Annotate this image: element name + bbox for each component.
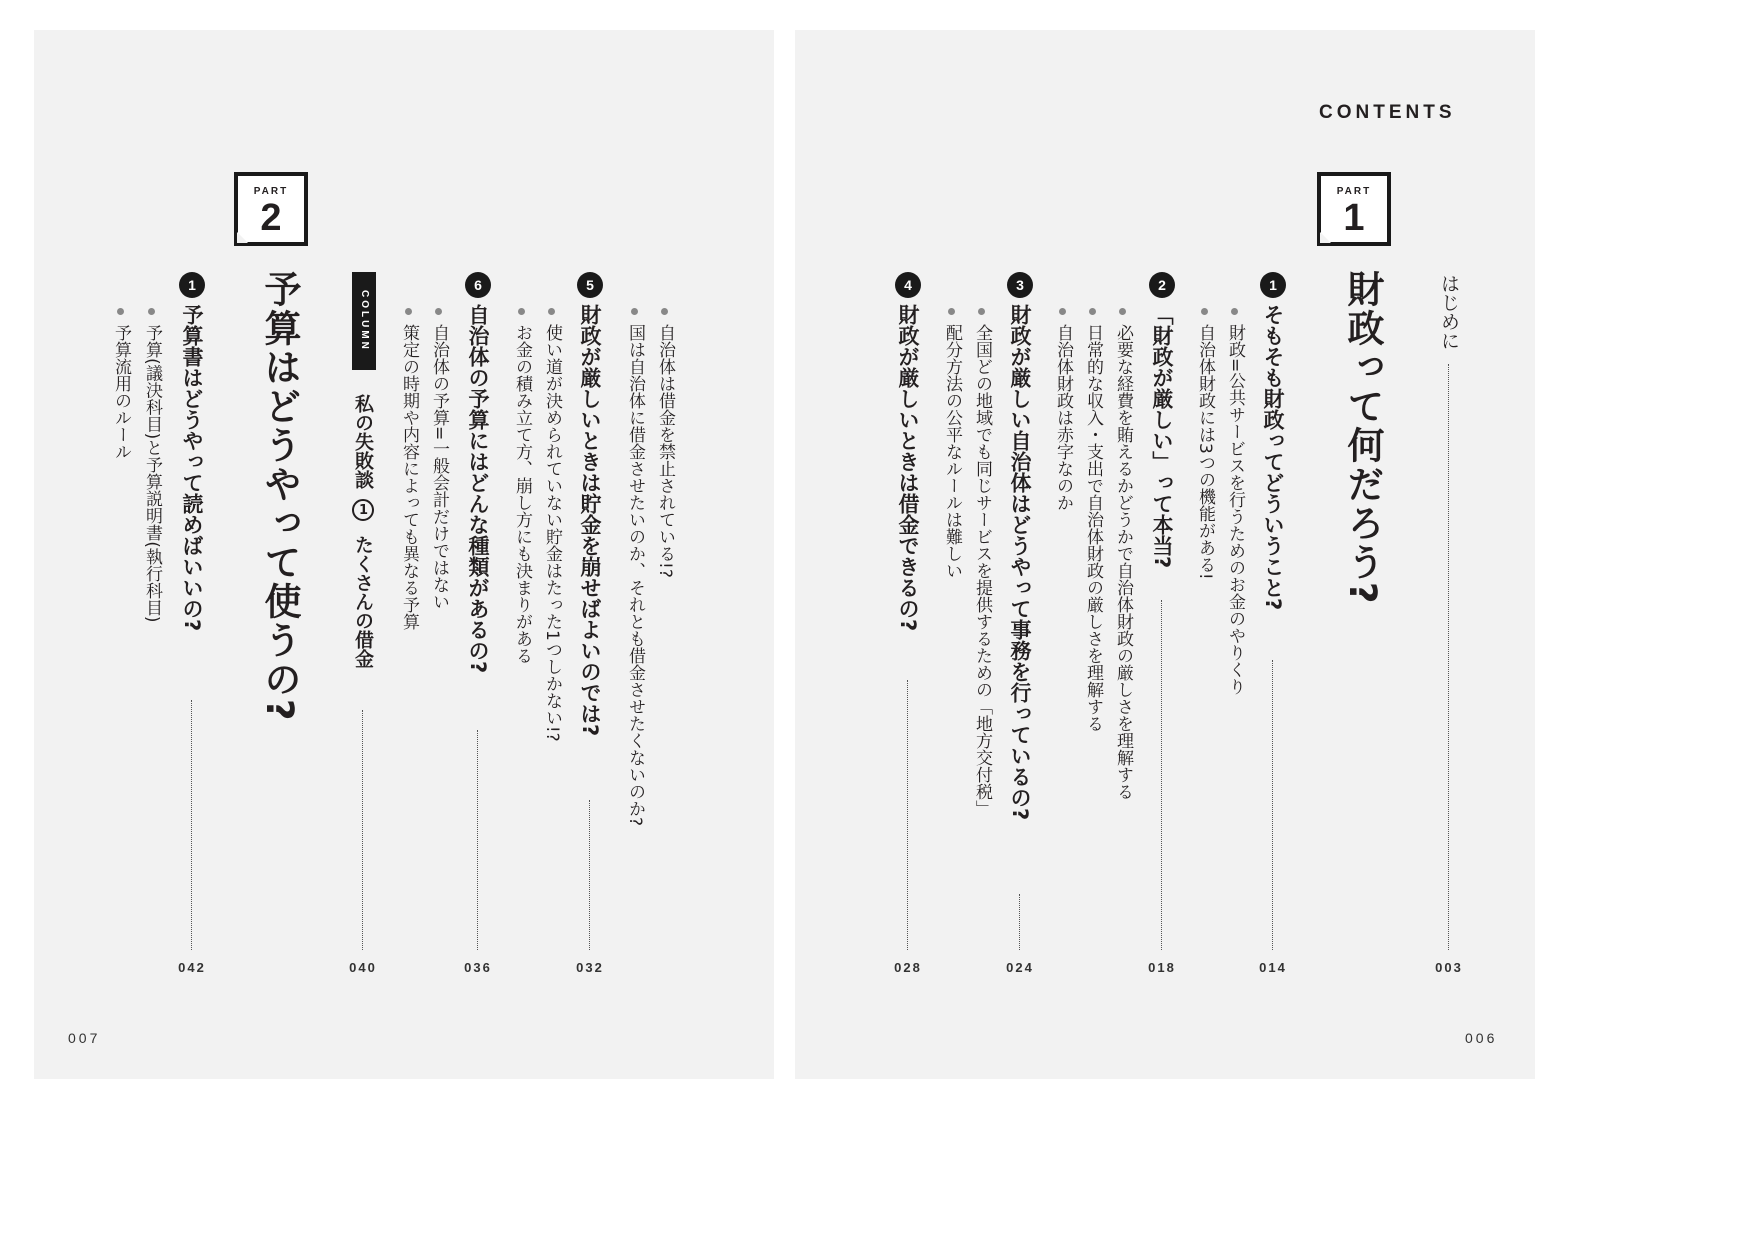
bullet [1201, 308, 1208, 315]
part2-number: 2 [260, 197, 282, 239]
bullet [1089, 308, 1096, 315]
bullet [435, 308, 442, 315]
intro-title[interactable]: はじめに [1438, 274, 1460, 350]
part1-title: 財政って何だろう? [1341, 270, 1384, 606]
bullet [948, 308, 955, 315]
bullet [631, 308, 638, 315]
sec6-title[interactable]: 自治体の予算にはどんな種類があるの? [466, 304, 490, 674]
bullet [978, 308, 985, 315]
sec3-page: 024 [1006, 960, 1034, 975]
sec4-page: 028 [894, 960, 922, 975]
leader-dots [1161, 600, 1162, 950]
right-page [795, 30, 1535, 1079]
sec1-item2: 自治体財政には3つの機能がある! [1195, 324, 1215, 580]
column-title-pre: 私の失敗談 [352, 394, 374, 489]
bullet [518, 308, 525, 315]
sec2-item3: 自治体財政は赤字なのか [1053, 324, 1073, 511]
sec5-page: 032 [576, 960, 604, 975]
bullet [117, 308, 124, 315]
part2-badge [234, 172, 308, 246]
sec4-item2: 国は自治体に借金させたいのか、それとも借金させたくないのか? [625, 324, 645, 827]
sec2-title[interactable]: 「財政が厳しい」って本当? [1150, 304, 1174, 569]
sec6-badge: 6 [465, 272, 491, 298]
sec2-item2: 日常的な収入・支出で自治体財政の厳しさを理解する [1083, 324, 1103, 732]
part2-label: PART [253, 186, 289, 197]
column-title[interactable] [350, 394, 377, 668]
sec3-item2: 配分方法の公平なルールは難しい [942, 324, 962, 579]
sec1-item1: 財政=公共サービスを行うためのお金のやりくり [1225, 324, 1245, 696]
column-page: 040 [349, 960, 377, 975]
column-number: 1 [352, 499, 374, 521]
sec1-title[interactable]: そもそも財政ってどういうこと? [1261, 304, 1285, 611]
sec1-page: 014 [1259, 960, 1287, 975]
sec4-title[interactable]: 財政が厳しいときは借金できるの? [896, 304, 920, 632]
sec5-item2: お金の積み立て方、崩し方にも決まりがある [512, 324, 532, 664]
bullet [405, 308, 412, 315]
intro-page: 003 [1435, 960, 1463, 975]
sec3-item1: 全国どの地域でも同じサービスを提供するための「地方交付税」 [972, 324, 992, 817]
folio-left: 007 [68, 1030, 101, 1046]
part2-sec1-badge: 1 [179, 272, 205, 298]
bullet [548, 308, 555, 315]
sec6-item2: 策定の時期や内容によっても異なる予算 [399, 324, 419, 630]
sec2-badge: 2 [1149, 272, 1175, 298]
leader-dots [191, 700, 192, 950]
part1-label: PART [1336, 186, 1372, 197]
sec5-item1: 使い道が決められていない貯金はたった1つしかない!? [542, 324, 562, 742]
sec6-page: 036 [464, 960, 492, 975]
part2-sec1-item1: 予算(議決科目)と予算説明書(執行科目) [142, 324, 162, 623]
sec3-badge: 3 [1007, 272, 1033, 298]
part2-sec1-page: 042 [178, 960, 206, 975]
column-badge: COLUMN [352, 272, 376, 370]
column-title-post: たくさんの借金 [352, 535, 374, 668]
leader-dots [1019, 894, 1020, 950]
leader-dots [1448, 364, 1449, 950]
left-page [34, 30, 774, 1079]
part1-number: 1 [1343, 197, 1365, 239]
part2-sec1-title[interactable]: 予算書はどうやって読めばいいの? [180, 304, 204, 632]
sec4-item1: 自治体は借金を禁止されている!? [655, 324, 675, 578]
sec4-badge: 4 [895, 272, 921, 298]
bullet [148, 308, 155, 315]
folio-right: 006 [1465, 1030, 1498, 1046]
bullet [1231, 308, 1238, 315]
sec2-item1: 必要な経費を賄えるかどうかで自治体財政の厳しさを理解する [1113, 324, 1133, 800]
leader-dots [362, 710, 363, 950]
leader-dots [907, 680, 908, 950]
leader-dots [1272, 660, 1273, 950]
leader-dots [589, 800, 590, 950]
sec6-item1: 自治体の予算=一般会計だけではない [429, 324, 449, 611]
sec2-page: 018 [1148, 960, 1176, 975]
sec3-title[interactable]: 財政が厳しい自治体はどうやって事務を行っているの? [1008, 304, 1032, 821]
bullet [1059, 308, 1066, 315]
part1-badge [1317, 172, 1391, 246]
sec5-badge: 5 [577, 272, 603, 298]
bullet [1119, 308, 1126, 315]
contents-heading: CONTENTS [1319, 102, 1456, 123]
leader-dots [477, 730, 478, 950]
bullet [661, 308, 668, 315]
sec1-badge: 1 [1260, 272, 1286, 298]
part2-title: 予算はどうやって使うの? [258, 270, 301, 723]
sec5-title[interactable]: 財政が厳しいときは貯金を崩せばよいのでは? [578, 304, 602, 737]
part2-sec1-item2: 予算流用のルール [111, 324, 131, 460]
